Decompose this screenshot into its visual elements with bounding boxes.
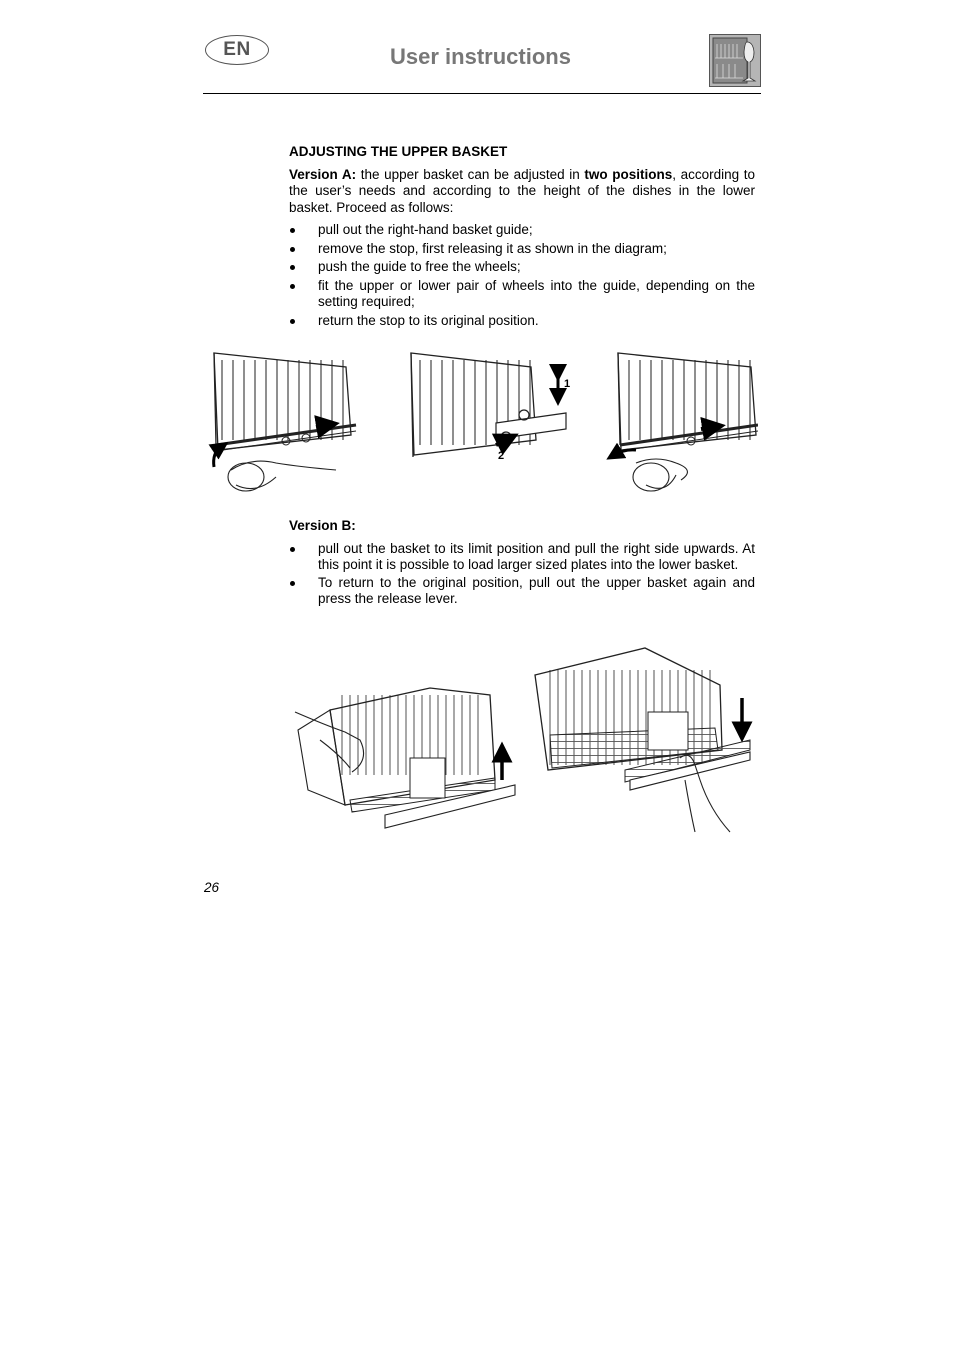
rail-panel-2 bbox=[411, 353, 570, 462]
dishwasher-icon bbox=[709, 34, 761, 87]
list-item: push the guide to free the wheels; bbox=[289, 259, 755, 276]
list-item: pull out the basket to its limit position and pull the right side upwards. At this point it is possible to load larger sized plates into the lower basket. bbox=[289, 541, 755, 574]
list-item: pull out the right-hand basket guide; bbox=[289, 222, 755, 239]
list-item: fit the upper or lower pair of wheels into the guide, depending on the setting required; bbox=[289, 278, 755, 311]
version-b-section bbox=[289, 518, 755, 608]
rail-panel-1 bbox=[214, 353, 356, 491]
list-item: remove the stop, first releasing it as shown in the diagram; bbox=[289, 241, 755, 258]
rail-panel-3 bbox=[614, 353, 758, 491]
arrow-label-2: 2 bbox=[498, 450, 505, 462]
basket-lever-diagram bbox=[290, 640, 760, 835]
header-divider bbox=[203, 93, 761, 94]
version-a-label: Version A: bbox=[289, 166, 357, 182]
version-b-label: Version B: bbox=[289, 518, 356, 533]
page-header bbox=[0, 0, 954, 100]
upper-basket-rail-diagram bbox=[206, 345, 758, 500]
version-b-steps bbox=[289, 541, 755, 608]
version-a-steps bbox=[289, 222, 755, 329]
page-title: User instructions bbox=[390, 44, 571, 69]
version-a-section bbox=[289, 144, 755, 329]
language-badge: EN bbox=[205, 35, 269, 65]
basket-raise-illustration bbox=[295, 688, 515, 828]
arrow-label-1: 1 bbox=[564, 378, 571, 390]
list-item: return the stop to its original position. bbox=[289, 313, 755, 330]
version-a-intro: Version A: the upper basket can be adjusted in two positions, according to the user’s needs and according to the height of the dishes in the lower basket. Proceed as follows: bbox=[289, 166, 755, 215]
section-title: ADJUSTING THE UPPER BASKET bbox=[289, 144, 508, 159]
list-item: To return to the original position, pull out the upper basket again and press the release lever. bbox=[289, 575, 755, 608]
basket-release-illustration bbox=[535, 648, 750, 832]
version-b-heading bbox=[289, 518, 755, 535]
page-number: 26 bbox=[204, 880, 220, 895]
